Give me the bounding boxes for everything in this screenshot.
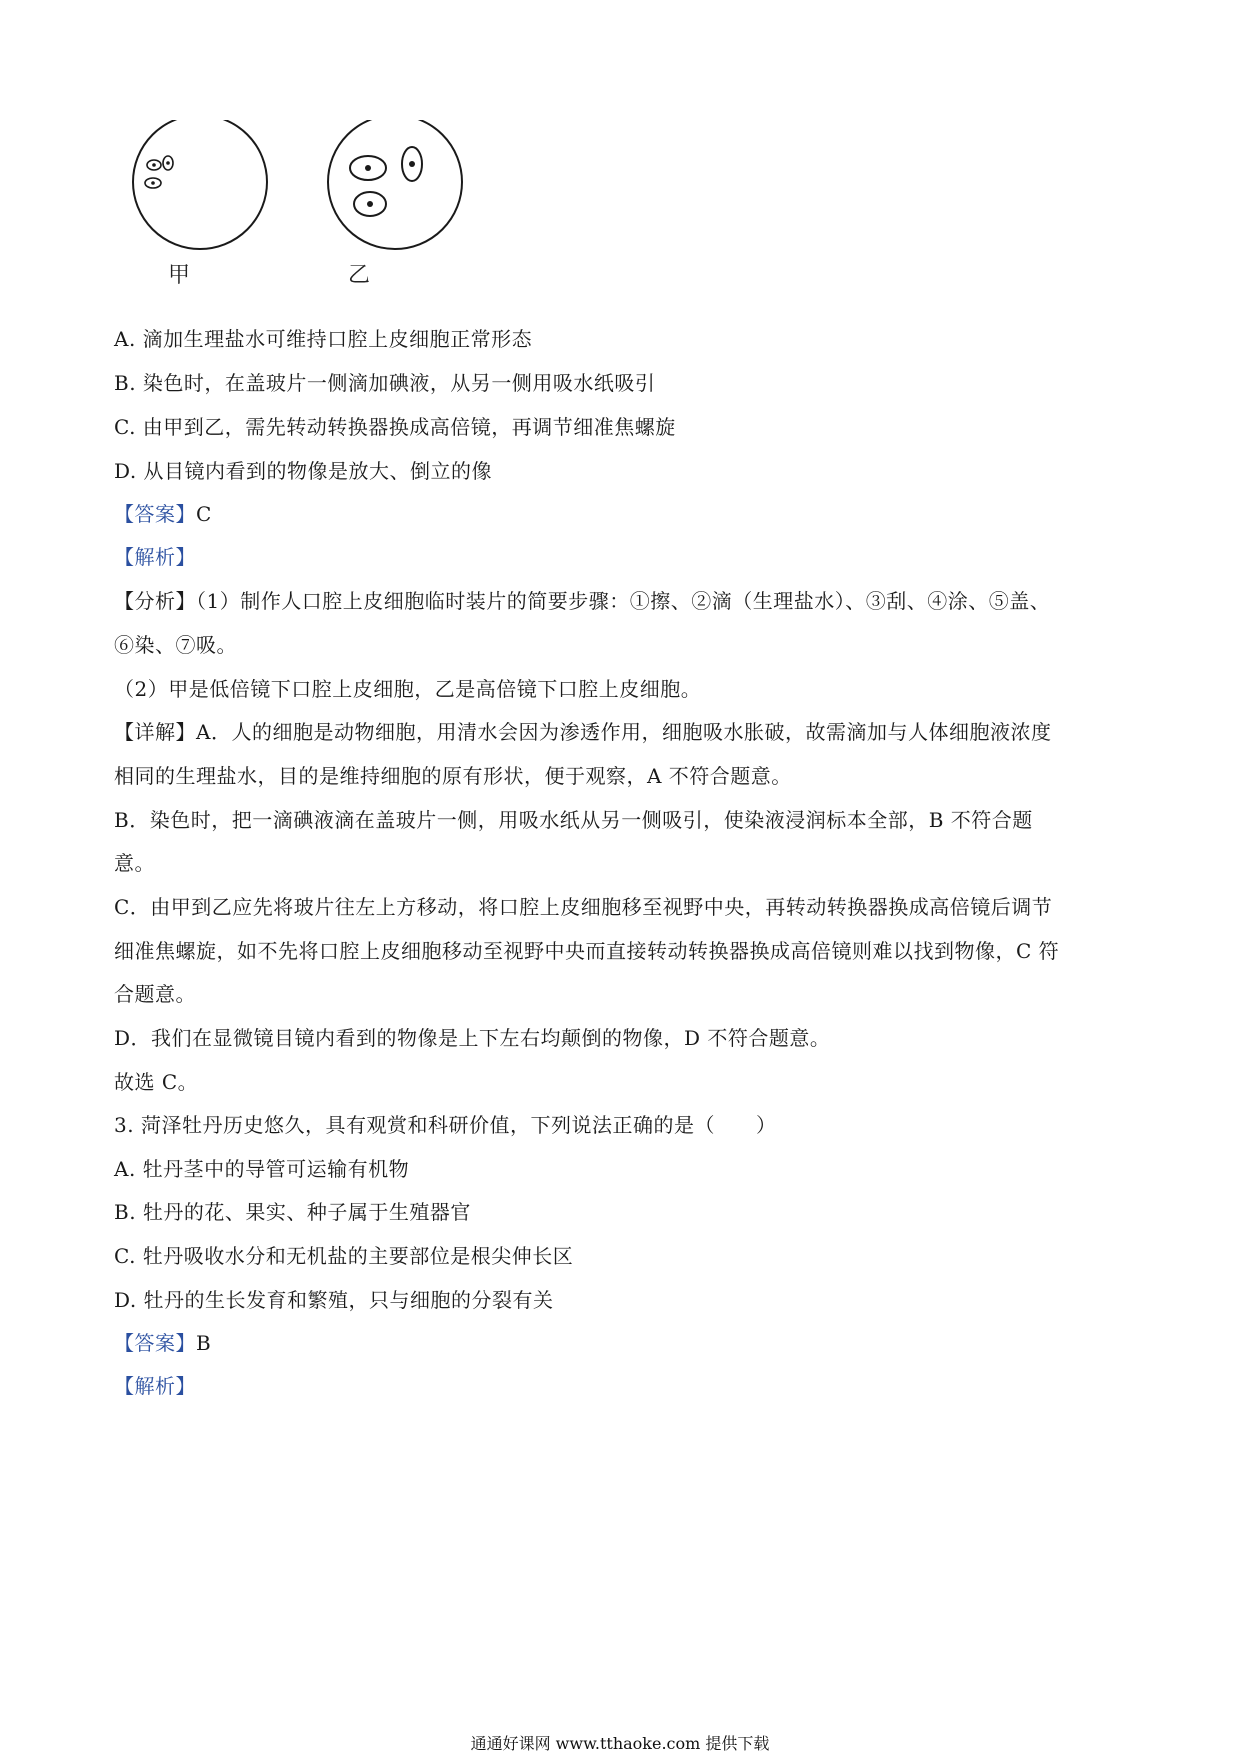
xiangjie-line-b2: 意。	[114, 851, 155, 875]
figure-label-jia: 甲	[168, 263, 191, 288]
analysis-tag: 【解析】	[114, 545, 196, 569]
fenxi-text: （1）制作人口腔上皮细胞临时装片的简要步骤：①擦、②滴（生理盐水）、③刮、④涂、⑤盖、	[196, 589, 1051, 613]
fenxi-line-2: ⑥染、⑦吸。	[114, 633, 237, 657]
analysis-tag: 【解析】	[114, 1374, 196, 1398]
high-power-field	[328, 120, 462, 249]
figure-label-yi: 乙	[348, 263, 371, 288]
q3-option-d: D. 牡丹的生长发育和繁殖，只与细胞的分裂有关	[114, 1288, 554, 1312]
q2-answer	[114, 502, 212, 526]
xiangjie-tag: 【详解】	[114, 720, 196, 744]
xiangjie-line-a1	[114, 720, 1051, 744]
xiangjie-line-a2: 相同的生理盐水，目的是维持细胞的原有形状，便于观察，A 不符合题意。	[114, 764, 792, 788]
microscope-fields-drawing	[120, 120, 500, 320]
q3-analysis-heading	[114, 1374, 196, 1398]
q3-option-a: A. 牡丹茎中的导管可运输有机物	[114, 1157, 410, 1181]
answer-tag: 【答案】	[114, 1331, 196, 1355]
xiangjie-line-c1: C．由甲到乙应先将玻片往左上方移动，将口腔上皮细胞移至视野中央，再转动转换器换成高倍镜后调节	[114, 895, 1053, 919]
q3-answer	[114, 1331, 211, 1355]
q2-option-c: C. 由甲到乙，需先转动转换器换成高倍镜，再调节细准焦螺旋	[114, 415, 676, 439]
answer-tag: 【答案】	[114, 502, 196, 526]
conclusion: 故选 C。	[114, 1070, 199, 1094]
answer-value: C	[196, 502, 212, 526]
q3-stem: 3. 菏泽牡丹历史悠久，具有观赏和科研价值，下列说法正确的是（ ）	[114, 1113, 777, 1137]
q3-option-b: B. 牡丹的花、果实、种子属于生殖器官	[114, 1200, 471, 1224]
fenxi-line-1	[114, 589, 1050, 613]
fenxi-line-3: （2）甲是低倍镜下口腔上皮细胞，乙是高倍镜下口腔上皮细胞。	[114, 677, 702, 701]
q3-option-c: C. 牡丹吸收水分和无机盐的主要部位是根尖伸长区	[114, 1244, 574, 1268]
xiangjie-text: A．人的细胞是动物细胞，用清水会因为渗透作用，细胞吸水胀破，故需滴加与人体细胞液浓度	[196, 720, 1052, 744]
q2-option-a: A. 滴加生理盐水可维持口腔上皮细胞正常形态	[114, 327, 533, 351]
answer-value: B	[196, 1331, 212, 1355]
q2-option-d: D. 从目镜内看到的物像是放大、倒立的像	[114, 459, 493, 483]
xiangjie-line-b1: B．染色时，把一滴碘液滴在盖玻片一侧，用吸水纸从另一侧吸引，使染液浸润标本全部，B 不符合题	[114, 808, 1033, 832]
page-footer: 通通好课网 www.tthaoke.com 提供下载	[470, 1734, 770, 1753]
xiangjie-line-c3: 合题意。	[114, 982, 196, 1006]
q2-option-b: B. 染色时，在盖玻片一侧滴加碘液，从另一侧用吸水纸吸引	[114, 371, 656, 395]
fenxi-tag: 【分析】	[114, 589, 196, 613]
xiangjie-line-c2: 细准焦螺旋，如不先将口腔上皮细胞移动至视野中央而直接转动转换器换成高倍镜则难以找到物像，C 符	[114, 939, 1060, 963]
q2-analysis-heading	[114, 545, 196, 569]
xiangjie-line-d1: D．我们在显微镜目镜内看到的物像是上下左右均颠倒的物像，D 不符合题意。	[114, 1026, 831, 1050]
microscope-figure	[120, 120, 500, 320]
